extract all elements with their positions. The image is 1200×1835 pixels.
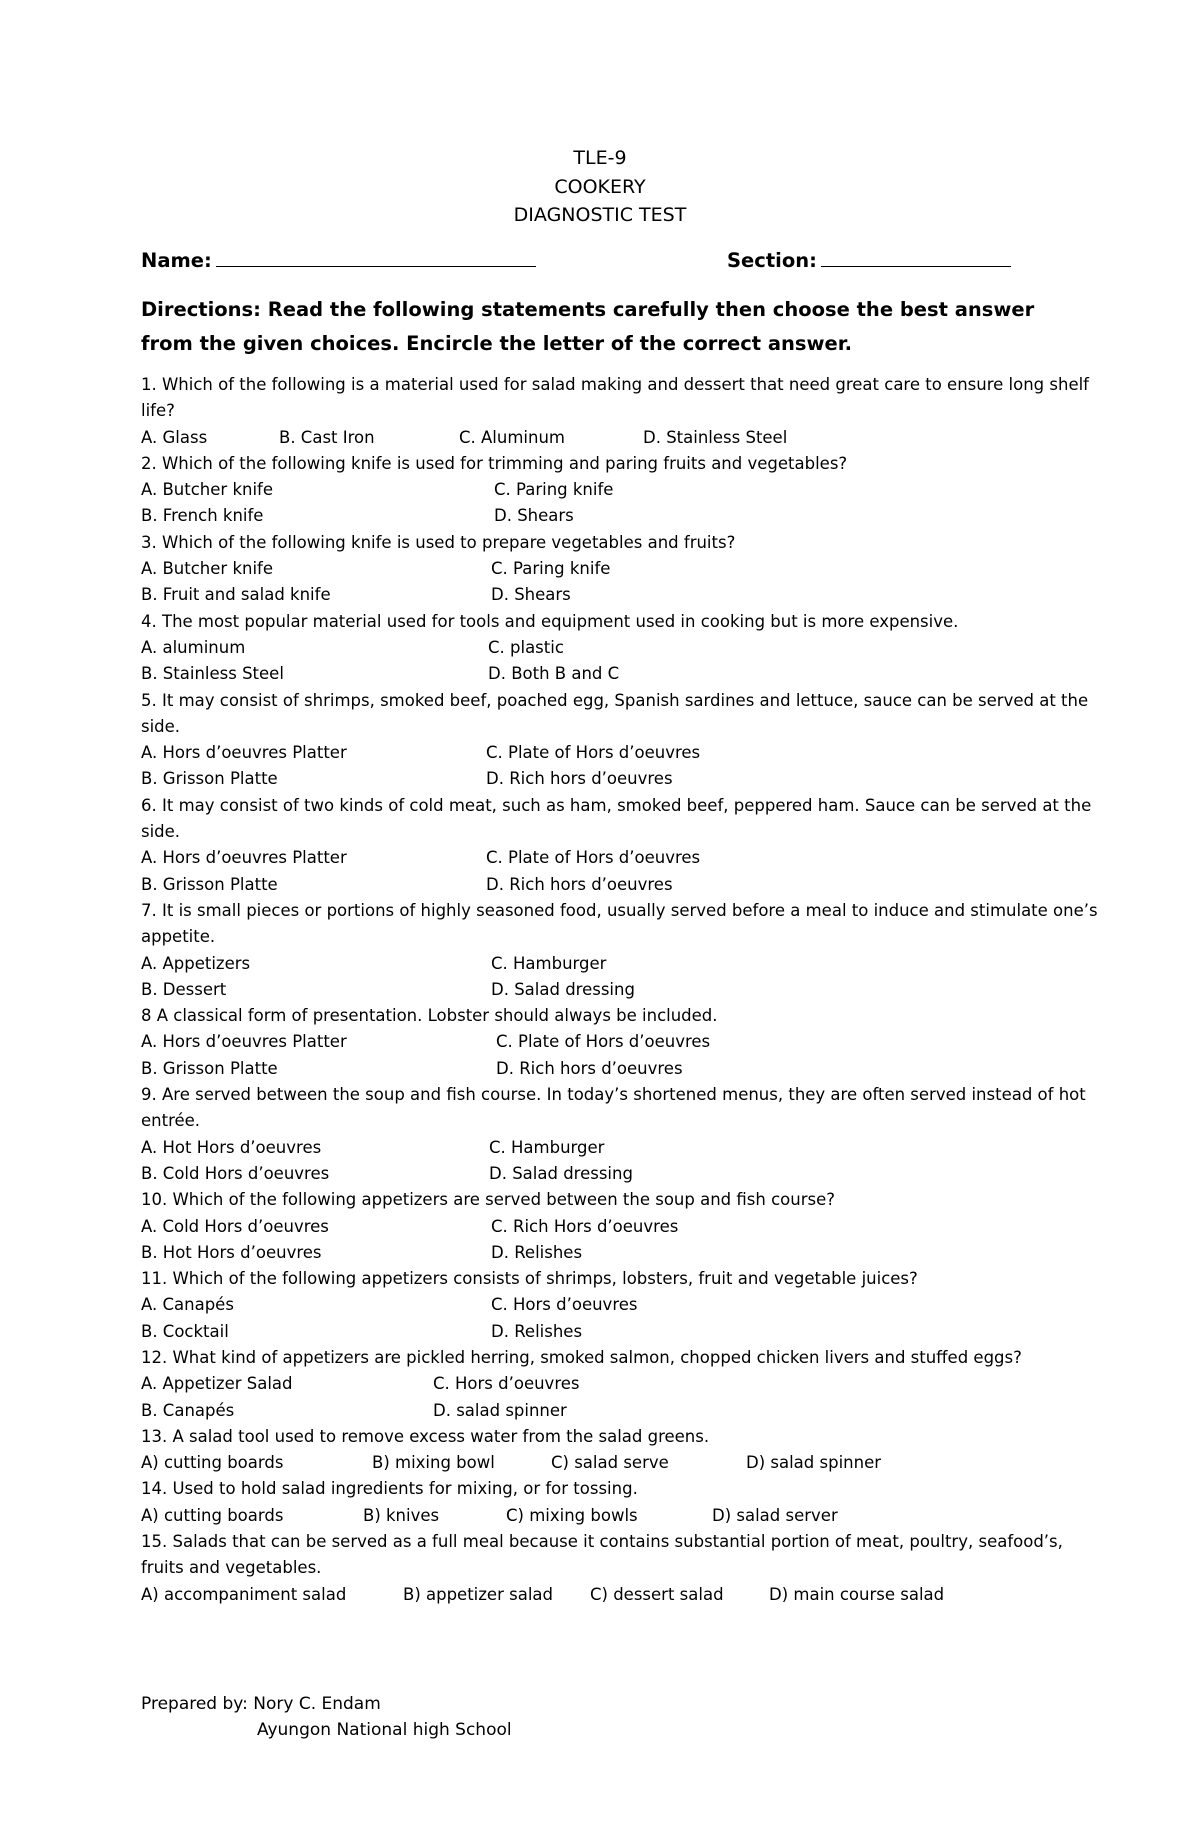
answer-option[interactable]: B. Grisson Platte: [141, 874, 278, 894]
answer-option[interactable]: B) appetizer salad: [403, 1584, 553, 1604]
question-text: 12. What kind of appetizers are pickled herring, smoked salmon, chopped chicken livers and stuffed eggs?: [141, 1347, 1022, 1367]
answer-option[interactable]: B. Cast Iron: [279, 427, 375, 447]
options-row: [141, 1161, 1101, 1187]
answer-option[interactable]: C. Hors d’oeuvres: [491, 1295, 638, 1315]
answer-option[interactable]: A) accompaniment salad: [141, 1584, 347, 1604]
options-row: [141, 845, 1101, 871]
answer-option[interactable]: A) cutting boards: [141, 1505, 284, 1525]
answer-option[interactable]: C. Plate of Hors d’oeuvres: [486, 848, 701, 868]
answer-option[interactable]: B. Cocktail: [141, 1321, 229, 1341]
answer-option[interactable]: B. Hot Hors d’oeuvres: [141, 1242, 322, 1262]
answer-option[interactable]: A. Canapés: [141, 1295, 234, 1315]
question-text: 10. Which of the following appetizers are served between the soup and fish course?: [141, 1190, 835, 1210]
question-item: [141, 609, 1101, 688]
school-name: Ayungon National high School: [257, 1720, 512, 1740]
answer-option[interactable]: B. Fruit and salad knife: [141, 585, 331, 605]
answer-option[interactable]: D. Rich hors d’oeuvres: [486, 874, 673, 894]
answer-option[interactable]: C) dessert salad: [590, 1584, 724, 1604]
question-text: 15. Salads that can be served as a full meal because it contains substantial portion of meat, poultry, seafood’s, fruits and vegetables.: [141, 1532, 1063, 1578]
answer-option[interactable]: D. Shears: [491, 585, 571, 605]
answer-option[interactable]: C. Plate of Hors d’oeuvres: [486, 743, 701, 763]
question-item: [141, 1003, 1101, 1082]
answer-option[interactable]: B. Stainless Steel: [141, 664, 284, 684]
options-row: [141, 1056, 1101, 1082]
options-row: [141, 766, 1101, 792]
subject-title: COOKERY: [554, 175, 646, 198]
question-text: 14. Used to hold salad ingredients for mixing, or for tossing.: [141, 1479, 638, 1499]
answer-option[interactable]: A. Cold Hors d’oeuvres: [141, 1216, 329, 1236]
question-item: [141, 372, 1101, 451]
answer-option[interactable]: B) mixing bowl: [372, 1453, 495, 1473]
options-row: [141, 1371, 1101, 1397]
answer-option[interactable]: C. Hamburger: [491, 953, 607, 973]
options-row: [141, 556, 1101, 582]
answer-option[interactable]: D. Shears: [494, 506, 574, 526]
name-field: [141, 246, 536, 272]
answer-option[interactable]: B. French knife: [141, 506, 264, 526]
answer-option[interactable]: C. Plate of Hors d’oeuvres: [496, 1032, 711, 1052]
answer-option[interactable]: C. Aluminum: [459, 427, 565, 447]
options-row: [141, 1029, 1101, 1055]
answer-option[interactable]: D) salad spinner: [746, 1453, 882, 1473]
answer-option[interactable]: D. Salad dressing: [489, 1163, 633, 1183]
question-text: 11. Which of the following appetizers consists of shrimps, lobsters, fruit and vegetable juices?: [141, 1269, 918, 1289]
document-header: [0, 144, 1200, 230]
answer-option[interactable]: C) salad serve: [551, 1453, 669, 1473]
options-row: [141, 1503, 1101, 1529]
question-text: 1. Which of the following is a material used for salad making and dessert that need great care to ensure long shelf life?: [141, 375, 1089, 421]
answer-option[interactable]: C. Paring knife: [491, 559, 611, 579]
answer-option[interactable]: A. Appetizer Salad: [141, 1374, 293, 1394]
options-row: [141, 977, 1101, 1003]
answer-option[interactable]: D. Both B and C: [488, 664, 620, 684]
question-item: [141, 1266, 1101, 1345]
options-row: [141, 1240, 1101, 1266]
options-row: [141, 872, 1101, 898]
test-title: DIAGNOSTIC TEST: [513, 204, 687, 226]
question-text: 4. The most popular material used for tools and equipment used in cooking but is more expensive.: [141, 611, 959, 631]
answer-option[interactable]: C. Hamburger: [489, 1137, 605, 1157]
answer-option[interactable]: B) knives: [363, 1505, 440, 1525]
question-text: 7. It is small pieces or portions of highly seasoned food, usually served before a meal to induce and stimulate one’s appetite.: [141, 900, 1098, 947]
question-item: [141, 451, 1101, 530]
answer-option[interactable]: B. Grisson Platte: [141, 1058, 278, 1078]
answer-option[interactable]: D. Relishes: [491, 1321, 583, 1341]
options-row: [141, 477, 1101, 503]
question-item: [141, 688, 1101, 793]
answer-option[interactable]: B. Dessert: [141, 979, 227, 999]
question-text: 5. It may consist of shrimps, smoked beef, poached egg, Spanish sardines and lettuce, sauce can be served at the side.: [141, 690, 1089, 736]
question-text: 13. A salad tool used to remove excess water from the salad greens.: [141, 1426, 710, 1446]
answer-option[interactable]: A. Butcher knife: [141, 480, 273, 500]
answer-option[interactable]: C. plastic: [488, 637, 564, 657]
options-row: [141, 1450, 1101, 1476]
name-label: Name:: [141, 249, 212, 272]
answer-option[interactable]: A. Hors d’oeuvres Platter: [141, 848, 347, 868]
answer-option[interactable]: B. Canapés: [141, 1400, 235, 1420]
options-row: [141, 1292, 1101, 1318]
section-label: Section:: [727, 249, 817, 272]
options-row: [141, 1319, 1101, 1345]
options-row: [141, 582, 1101, 608]
question-item: [141, 1345, 1101, 1424]
section-blank[interactable]: [821, 246, 1011, 267]
answer-option[interactable]: D. Rich hors d’oeuvres: [496, 1058, 683, 1078]
question-item: [141, 1187, 1101, 1266]
question-text: 9. Are served between the soup and fish course. In today’s shortened menus, they are often served instead of hot entrée.: [141, 1085, 1086, 1131]
answer-option[interactable]: D) main course salad: [769, 1584, 945, 1604]
answer-option[interactable]: B. Grisson Platte: [141, 769, 278, 789]
footer: [141, 1691, 512, 1743]
question-text: 3. Which of the following knife is used to prepare vegetables and fruits?: [141, 532, 736, 552]
answer-option[interactable]: C) mixing bowls: [506, 1505, 638, 1525]
section-field: [727, 246, 1011, 272]
options-row: [141, 1214, 1101, 1240]
options-row: [141, 1398, 1101, 1424]
options-row: [141, 503, 1101, 529]
name-blank[interactable]: [216, 246, 536, 267]
question-item: [141, 1082, 1101, 1187]
question-text: 2. Which of the following knife is used for trimming and paring fruits and vegetables?: [141, 453, 848, 473]
answer-option[interactable]: D. salad spinner: [433, 1400, 567, 1420]
options-row: [141, 661, 1101, 687]
question-item: [141, 1529, 1101, 1608]
answer-option[interactable]: A. Appetizers: [141, 953, 251, 973]
answer-option[interactable]: D. Stainless Steel: [643, 427, 788, 447]
options-row: [141, 1135, 1101, 1161]
answer-option[interactable]: A. Glass: [141, 427, 208, 447]
answer-option[interactable]: A. Hors d’oeuvres Platter: [141, 743, 347, 763]
answer-option[interactable]: B. Cold Hors d’oeuvres: [141, 1163, 330, 1183]
answer-option[interactable]: C. Hors d’oeuvres: [433, 1374, 580, 1394]
question-text: 6. It may consist of two kinds of cold meat, such as ham, smoked beef, peppered ham. Sauce can be served at the side.: [141, 795, 1092, 842]
options-row: [141, 740, 1101, 766]
prepared-by: Prepared by: Nory C. Endam: [141, 1694, 381, 1714]
subject-code: TLE-9: [573, 147, 627, 169]
question-text: 8 A classical form of presentation. Lobster should always be included.: [141, 1006, 718, 1026]
question-item: [141, 793, 1101, 898]
answer-option[interactable]: A. Butcher knife: [141, 559, 273, 579]
answer-option[interactable]: D) salad server: [712, 1505, 838, 1525]
question-item: [141, 1476, 1101, 1529]
options-row: [141, 951, 1101, 977]
answer-option[interactable]: A) cutting boards: [141, 1453, 284, 1473]
options-row: [141, 1582, 1101, 1608]
answer-option[interactable]: A. Hors d’oeuvres Platter: [141, 1032, 347, 1052]
question-item: [141, 530, 1101, 609]
answer-option[interactable]: D. Rich hors d’oeuvres: [486, 769, 673, 789]
options-row: [141, 635, 1101, 661]
answer-option[interactable]: A. Hot Hors d’oeuvres: [141, 1137, 322, 1157]
answer-option[interactable]: C. Rich Hors d’oeuvres: [491, 1216, 679, 1236]
options-row: [141, 425, 1101, 451]
question-list: [141, 372, 1101, 1608]
answer-option[interactable]: C. Paring knife: [494, 480, 614, 500]
directions-text: Directions: Read the following statements carefully then choose the best answer from the given choices. Encircle the letter of the correct answer.: [141, 298, 1035, 355]
question-item: [141, 898, 1101, 1003]
answer-option[interactable]: D. Salad dressing: [491, 979, 635, 999]
question-item: [141, 1424, 1101, 1477]
answer-option[interactable]: D. Relishes: [491, 1242, 583, 1262]
answer-option[interactable]: A. aluminum: [141, 637, 246, 657]
